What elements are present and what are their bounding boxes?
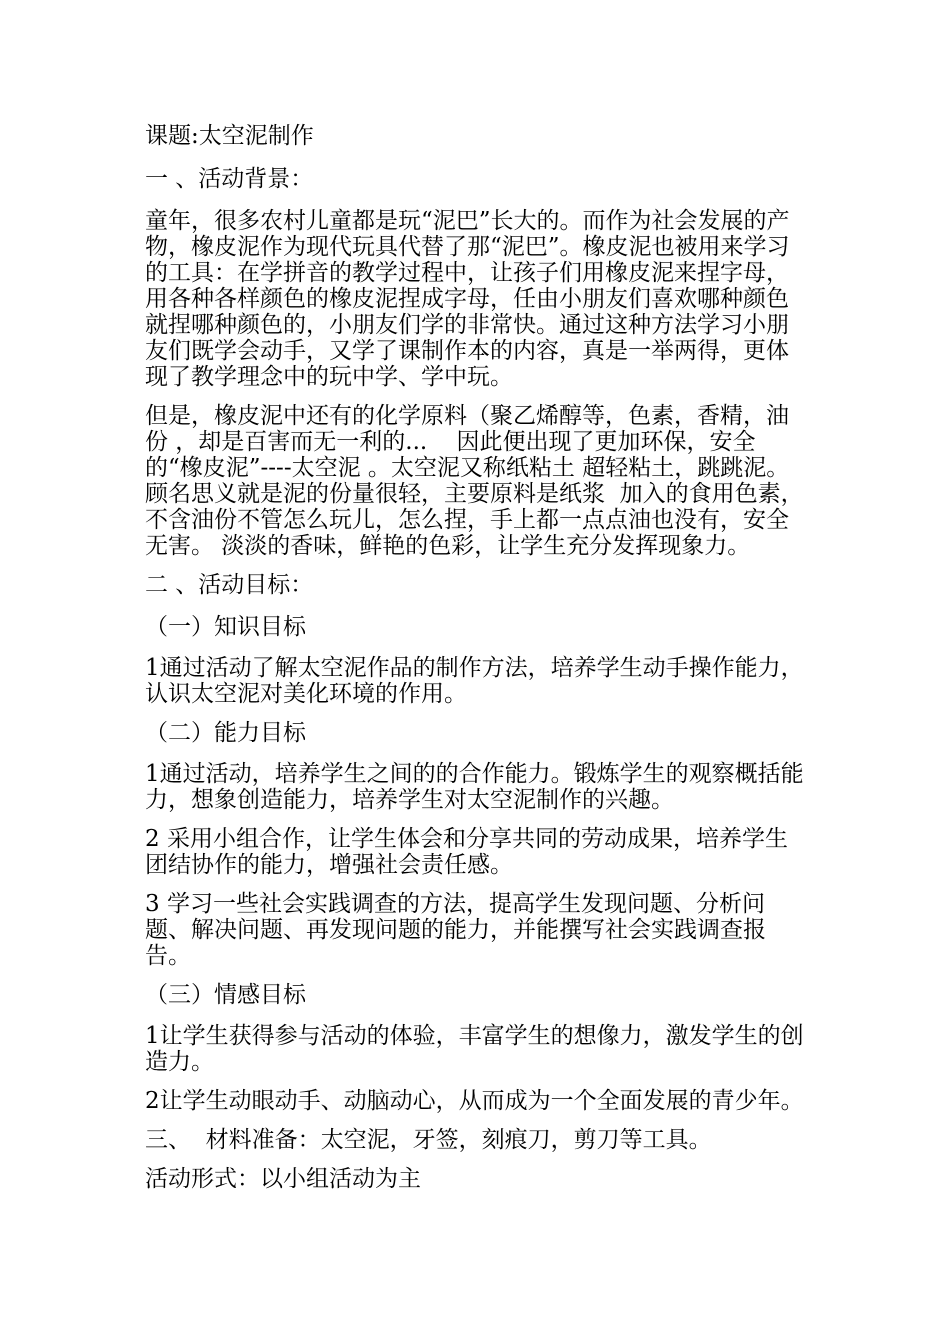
ability-goal-item-3: 3 学习一些社会实践调查的方法，提高学生发现问题、分析问题、解决问题、再发现问题的能力，并能撰写社会实践调查报告。 [145, 891, 766, 969]
background-paragraph-2: 但是，橡皮泥中还有的化学原料（聚乙烯醇等，色素，香精，油份 ，却是百害而无一利的... 因此便出现了更加环保，安全的“橡皮泥”----太空泥 。太空泥又称纸粘土 超轻粘土，跳跳泥。顾名思义就是泥的份量很轻，主要原料是纸浆 加入的食用色素，不含油份不管怎么玩儿，怎么捏，手上都一点点油也没有，安全无害。 淡淡的香味，鲜艳的色彩，让学生充分发挥现象力。 [145, 403, 804, 559]
section-heading-materials: 三、 材料准备：太空泥，牙签，刻痕刀，剪刀等工具。 [145, 1127, 712, 1153]
section-heading-goals: 二 、活动目标： [145, 572, 314, 598]
subheading-emotion-goals: （三）情感目标 [145, 982, 306, 1008]
section-heading-background: 一 、活动背景： [145, 166, 314, 192]
ability-goal-item-2: 2 采用小组合作，让学生体会和分享共同的劳动成果，培养学生团结协作的能力，增强社会责任感。 [145, 826, 788, 878]
document-title: 课题:太空泥制作 [145, 123, 314, 149]
document-body [145, 123, 807, 1205]
emotion-goal-item-2: 2让学生动眼动手、动脑动心，从而成为一个全面发展的青少年。 [145, 1088, 804, 1114]
activity-form-line: 活动形式：以小组活动为主 [145, 1166, 421, 1192]
background-paragraph-1: 童年，很多农村儿童都是玩“泥巴”长大的。而作为社会发展的产物，橡皮泥作为现代玩具代替了那“泥巴”。橡皮泥也被用来学习的工具：在学拼音的教学过程中，让孩子们用橡皮泥来捏字母，用各种各样颜色的橡皮泥捏成字母，任由小朋友们喜欢哪种颜色就捏哪种颜色的，小朋友们学的非常快。通过这种方法学习小朋友们既学会动手，又学了课制作本的内容，真是一举两得，更体现了教学理念中的玩中学、学中玩。 [145, 208, 790, 390]
knowledge-goal-item-1: 1通过活动了解太空泥作品的制作方法，培养学生动手操作能力，认识太空泥对美化环境的作用。 [145, 655, 804, 707]
emotion-goal-item-1: 1让学生获得参与活动的体验，丰富学生的想像力，激发学生的创造力。 [145, 1023, 804, 1075]
subheading-knowledge-goals: （一）知识目标 [145, 614, 306, 640]
ability-goal-item-1: 1通过活动，培养学生之间的的合作能力。锻炼学生的观察概括能力，想象创造能力，培养学生对太空泥制作的兴趣。 [145, 761, 804, 813]
subheading-ability-goals: （二）能力目标 [145, 720, 306, 746]
